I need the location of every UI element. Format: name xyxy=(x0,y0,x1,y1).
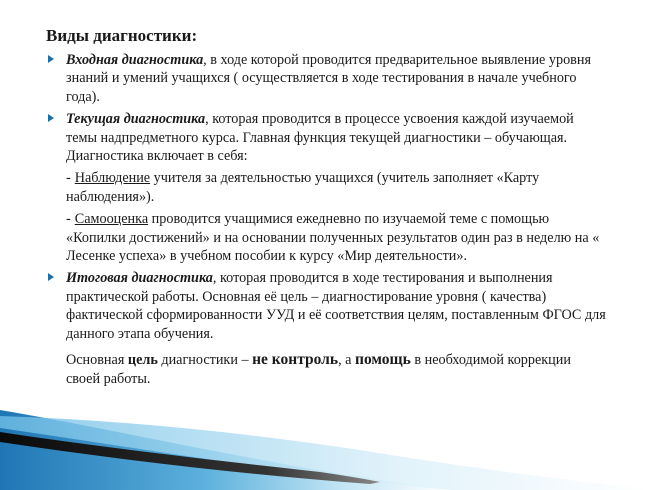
sub-item-term: Наблюдение xyxy=(74,170,151,187)
conclusion-emphasis-goal: цель xyxy=(127,352,158,369)
bullet-term: Итоговая диагностика xyxy=(66,270,213,287)
bullet-text: , которая проводится в процессе усвоения каждой изучаемой темы надпредметного курса. Главная функция текущей диагностики – обучающая. Диагностика включает в себя: xyxy=(66,111,574,165)
bullet-arrow-icon xyxy=(48,55,54,63)
bullet-input-diagnostics xyxy=(46,51,606,106)
sub-item-self-assessment xyxy=(46,210,606,265)
bullet-text: , в ходе которой проводится предварительное выявление уровня знаний и умений учащихся ( осуществляется в ходе тестирования в начале учебного года). xyxy=(66,52,591,105)
sub-item-observation xyxy=(46,169,606,206)
conclusion-text: в необходимой коррекции своей работы. xyxy=(66,352,571,387)
bullet-final-diagnostics xyxy=(46,269,606,343)
conclusion-emphasis-help: помощь xyxy=(355,351,411,369)
bullet-term: Текущая диагностика xyxy=(66,111,206,128)
decorative-wave-graphic xyxy=(0,380,653,490)
sub-item-text: учителя за деятельностью учащихся (учитель заполняет «Карту наблюдения»). xyxy=(66,170,540,205)
sub-item-term: Самооценка xyxy=(74,211,149,228)
dash: - xyxy=(66,170,71,187)
slide-title: Виды диагностики: xyxy=(46,26,198,45)
sub-item-text: проводится учащимися ежедневно по изучаемой теме с помощью «Копилки достижений» и на основании полученных результатов один раз в неделю на « Лесенке успеха» в учебном пособии к курсу «Мир деятельности». xyxy=(66,211,600,265)
conclusion-text: Основная xyxy=(66,352,128,369)
bullet-current-diagnostics xyxy=(46,110,606,165)
slide-content xyxy=(46,51,606,402)
bullet-term: Входная диагностика xyxy=(66,52,204,68)
bullet-text: , которая проводится в ходе тестирования и выполнения практической работы. Основная её цель – диагностирование уровня ( качества) фактической сформированности УУД и её соответствия целям, поставленным ФГОС для данного этапа обучения. xyxy=(66,270,606,342)
dash: - xyxy=(66,211,71,228)
bullet-arrow-icon xyxy=(48,114,54,122)
conclusion-emphasis-not-control: не контроль xyxy=(252,351,339,369)
bullet-arrow-icon xyxy=(48,273,54,281)
conclusion-text: диагностики – xyxy=(157,352,253,369)
conclusion-text: , а xyxy=(338,352,356,369)
